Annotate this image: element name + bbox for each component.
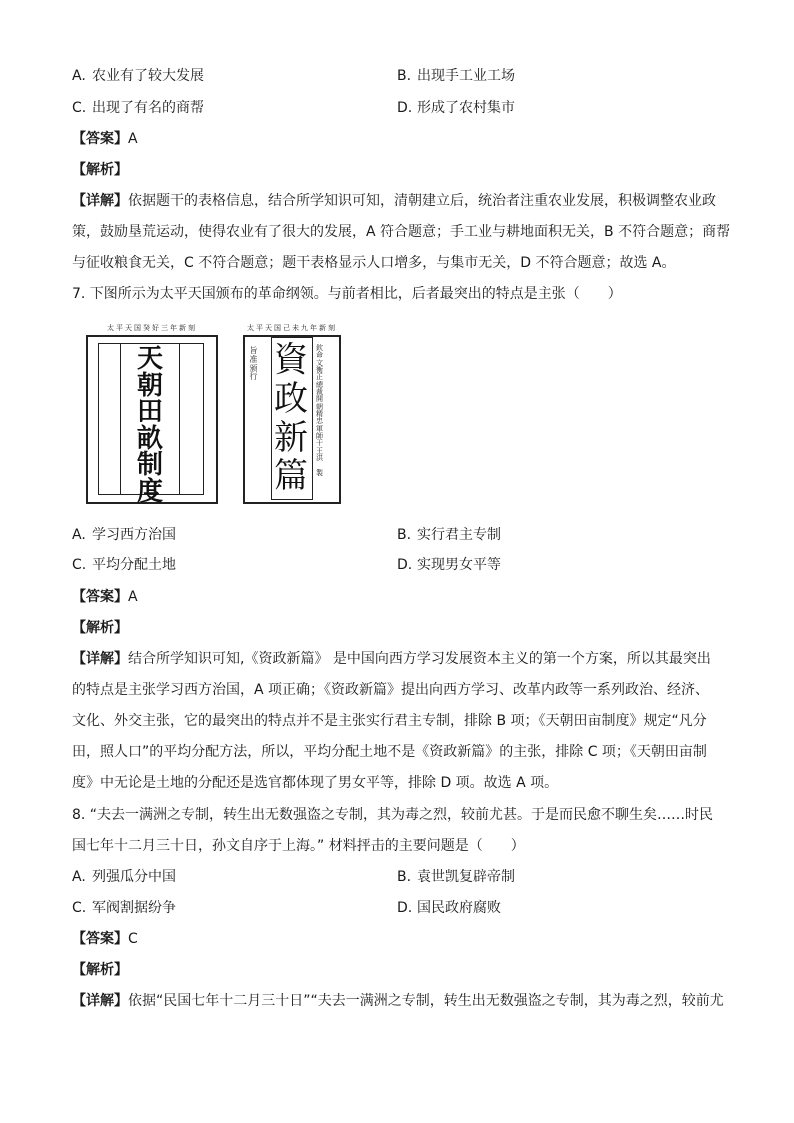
- option-letter: C.: [72, 557, 87, 573]
- vertical-char: 度: [136, 476, 163, 507]
- book-header: 太平天国癸好三年新刻: [107, 324, 197, 332]
- book-right-note: [315, 345, 324, 477]
- vertical-char: 衡: [316, 366, 323, 375]
- analysis-label: 【解析】: [72, 962, 128, 978]
- stem-line: 国七年十二月三十日，孙文自序于上海。” 材料抨击的主要问题是（ ）: [72, 838, 525, 854]
- book-title: [272, 341, 310, 496]
- vertical-char: 精: [316, 410, 323, 419]
- detail-text: 依据“民国七年十二月三十日”“夫去一满洲之专制，转生出无数强盗之专制，其为毒之烈，较前尤: [128, 993, 724, 1009]
- book-cover-zizheng: [241, 323, 343, 506]
- q6-option-b[interactable]: [397, 66, 515, 86]
- detail-line: [72, 986, 724, 1017]
- vertical-char: 洪: [316, 454, 323, 463]
- detail-line: 文化、外交主张，它的最突出的特点并不是主张实行君主专制，排除 B 项；《天朝田亩制度》规定“凡分: [72, 713, 707, 729]
- vertical-char: 忠: [316, 417, 323, 426]
- option-letter: A.: [72, 68, 86, 84]
- option-text: 军阀割据纷争: [92, 900, 176, 916]
- q7-answer: [72, 587, 138, 607]
- answer-label: 【答案】: [72, 589, 128, 605]
- vertical-char: 師: [316, 432, 323, 441]
- vertical-char: 軍: [316, 424, 323, 433]
- vertical-char: 政: [274, 378, 308, 419]
- stem-line: 8. “夫去一满洲之专制，转生出无数强盗之专制，其为毒之烈，较前尤甚。于是而民愈不聊生矣……时民: [72, 807, 714, 823]
- vertical-char: 篇: [274, 456, 308, 497]
- detail-line: [72, 644, 724, 675]
- option-letter: C.: [72, 900, 87, 916]
- vertical-char: 裁: [316, 388, 323, 397]
- q8-option-b[interactable]: [397, 867, 515, 887]
- option-letter: B.: [397, 68, 412, 84]
- answer-value: A: [128, 589, 138, 605]
- vertical-char: 制: [136, 450, 163, 481]
- answer-value: A: [128, 131, 138, 147]
- option-text: 列强瓜分中国: [92, 869, 176, 885]
- option-letter: A.: [72, 527, 86, 543]
- vertical-char: 正: [316, 373, 323, 382]
- book-cover-tianchao: [84, 323, 220, 506]
- q7-stem: 7. 下图所示为太平天国颁布的革命纲领。与前者相比，后者最突出的特点是主张（ ）: [72, 286, 622, 302]
- q7-option-d[interactable]: [397, 555, 501, 575]
- option-letter: C.: [72, 100, 87, 116]
- q7-analysis-heading: [72, 618, 128, 638]
- option-text: 实现男女平等: [417, 557, 501, 573]
- vertical-char: 總: [316, 380, 323, 389]
- option-letter: D.: [397, 100, 413, 116]
- analysis-label: 【解析】: [72, 162, 128, 178]
- detail-label: 【详解】: [72, 993, 128, 1009]
- q8-stem: [72, 800, 724, 862]
- q6-option-a[interactable]: [72, 66, 204, 86]
- option-text: 学习西方治国: [92, 527, 176, 543]
- option-text: 平均分配土地: [92, 557, 176, 573]
- q6-option-c[interactable]: [72, 98, 204, 118]
- q6-answer: [72, 129, 138, 149]
- q7-option-a[interactable]: [72, 525, 176, 545]
- option-text: 出现手工业工场: [417, 68, 515, 84]
- vertical-char: 新: [274, 417, 308, 458]
- book-header: 太平天国己未九年新刻: [247, 324, 337, 332]
- vertical-char: 文: [316, 358, 323, 367]
- vertical-char: 旨: [249, 346, 258, 355]
- detail-text: 依据题干的表格信息，结合所学知识可知，清朝建立后，统治者注重农业发展，积极调整农业政: [128, 193, 716, 209]
- vertical-char: 製: [316, 468, 323, 477]
- q8-analysis-heading: [72, 960, 128, 980]
- answer-value: C: [128, 931, 138, 947]
- vertical-char: 干: [316, 439, 323, 448]
- q7-detail: [72, 644, 724, 799]
- q7-option-b[interactable]: [397, 525, 501, 545]
- analysis-label: 【解析】: [72, 620, 128, 636]
- vertical-char: 命: [316, 351, 323, 360]
- vertical-char: 天: [136, 344, 163, 374]
- option-text: 出现了有名的商帮: [92, 100, 204, 116]
- detail-line: 的特点是主张学习西方治国，A 项正确；《资政新篇》提出向西方学习、改革内政等一系列政治、经济、: [72, 682, 710, 698]
- vertical-char: 欽: [316, 344, 323, 352]
- detail-line: 度》中无论是土地的分配还是选官都体现了男女平等，排除 D 项。故选 A 项。: [72, 775, 559, 791]
- detail-label: 【详解】: [72, 193, 128, 209]
- q6-analysis-heading: [72, 160, 128, 180]
- detail-line: [72, 186, 724, 217]
- detail-line: 与征收粮食无关，C 不符合题意；题干表格显示人口增多，与集市无关，D 不符合题意；故选 A。: [72, 255, 676, 271]
- q8-detail: [72, 986, 724, 1017]
- option-letter: D.: [397, 557, 413, 573]
- detail-text: 结合所学知识可知,《资政新篇》 是中国向西方学习发展资本主义的第一个方案，所以其最突出: [128, 651, 711, 667]
- answer-label: 【答案】: [72, 131, 128, 147]
- vertical-char: 王: [316, 446, 323, 455]
- option-letter: A.: [72, 869, 86, 885]
- vertical-char: 資: [274, 340, 308, 380]
- vertical-char: 開: [316, 395, 323, 404]
- vertical-char: 行: [249, 372, 258, 382]
- option-text: 农业有了较大发展: [92, 68, 204, 84]
- answer-label: 【答案】: [72, 931, 128, 947]
- vertical-char: 颁: [249, 363, 258, 373]
- q8-option-d[interactable]: [397, 898, 501, 918]
- option-text: 袁世凯复辟帝制: [417, 869, 515, 885]
- detail-line: 田，照人口”的平均分配方法，所以，平均分配土地不是《资政新篇》的主张，排除 C 项；《天朝田亩制: [72, 744, 707, 760]
- q6-detail: [72, 186, 731, 279]
- book-title: [122, 346, 178, 505]
- option-letter: B.: [397, 869, 412, 885]
- q6-option-d[interactable]: [397, 98, 515, 118]
- detail-label: 【详解】: [72, 651, 128, 667]
- option-text: 实行君主专制: [417, 527, 501, 543]
- q7-option-c[interactable]: [72, 555, 176, 575]
- q8-answer: [72, 929, 138, 949]
- vertical-char: 田: [136, 397, 163, 428]
- q8-option-a[interactable]: [72, 867, 176, 887]
- detail-line: 策，鼓励垦荒运动，使得农业有了很大的发展，A 符合题意；手工业与耕地面积无关，B 不符合题意；商帮: [72, 224, 731, 240]
- option-letter: D.: [397, 900, 413, 916]
- q8-option-c[interactable]: [72, 898, 176, 918]
- vertical-char: 朝: [316, 402, 323, 411]
- option-letter: B.: [397, 527, 412, 543]
- option-text: 形成了农村集市: [417, 100, 515, 116]
- vertical-char: 畝: [136, 423, 163, 454]
- book-left-note: [249, 347, 258, 382]
- vertical-char: 准: [249, 354, 258, 364]
- option-text: 国民政府腐败: [417, 900, 501, 916]
- vertical-char: 朝: [136, 370, 163, 401]
